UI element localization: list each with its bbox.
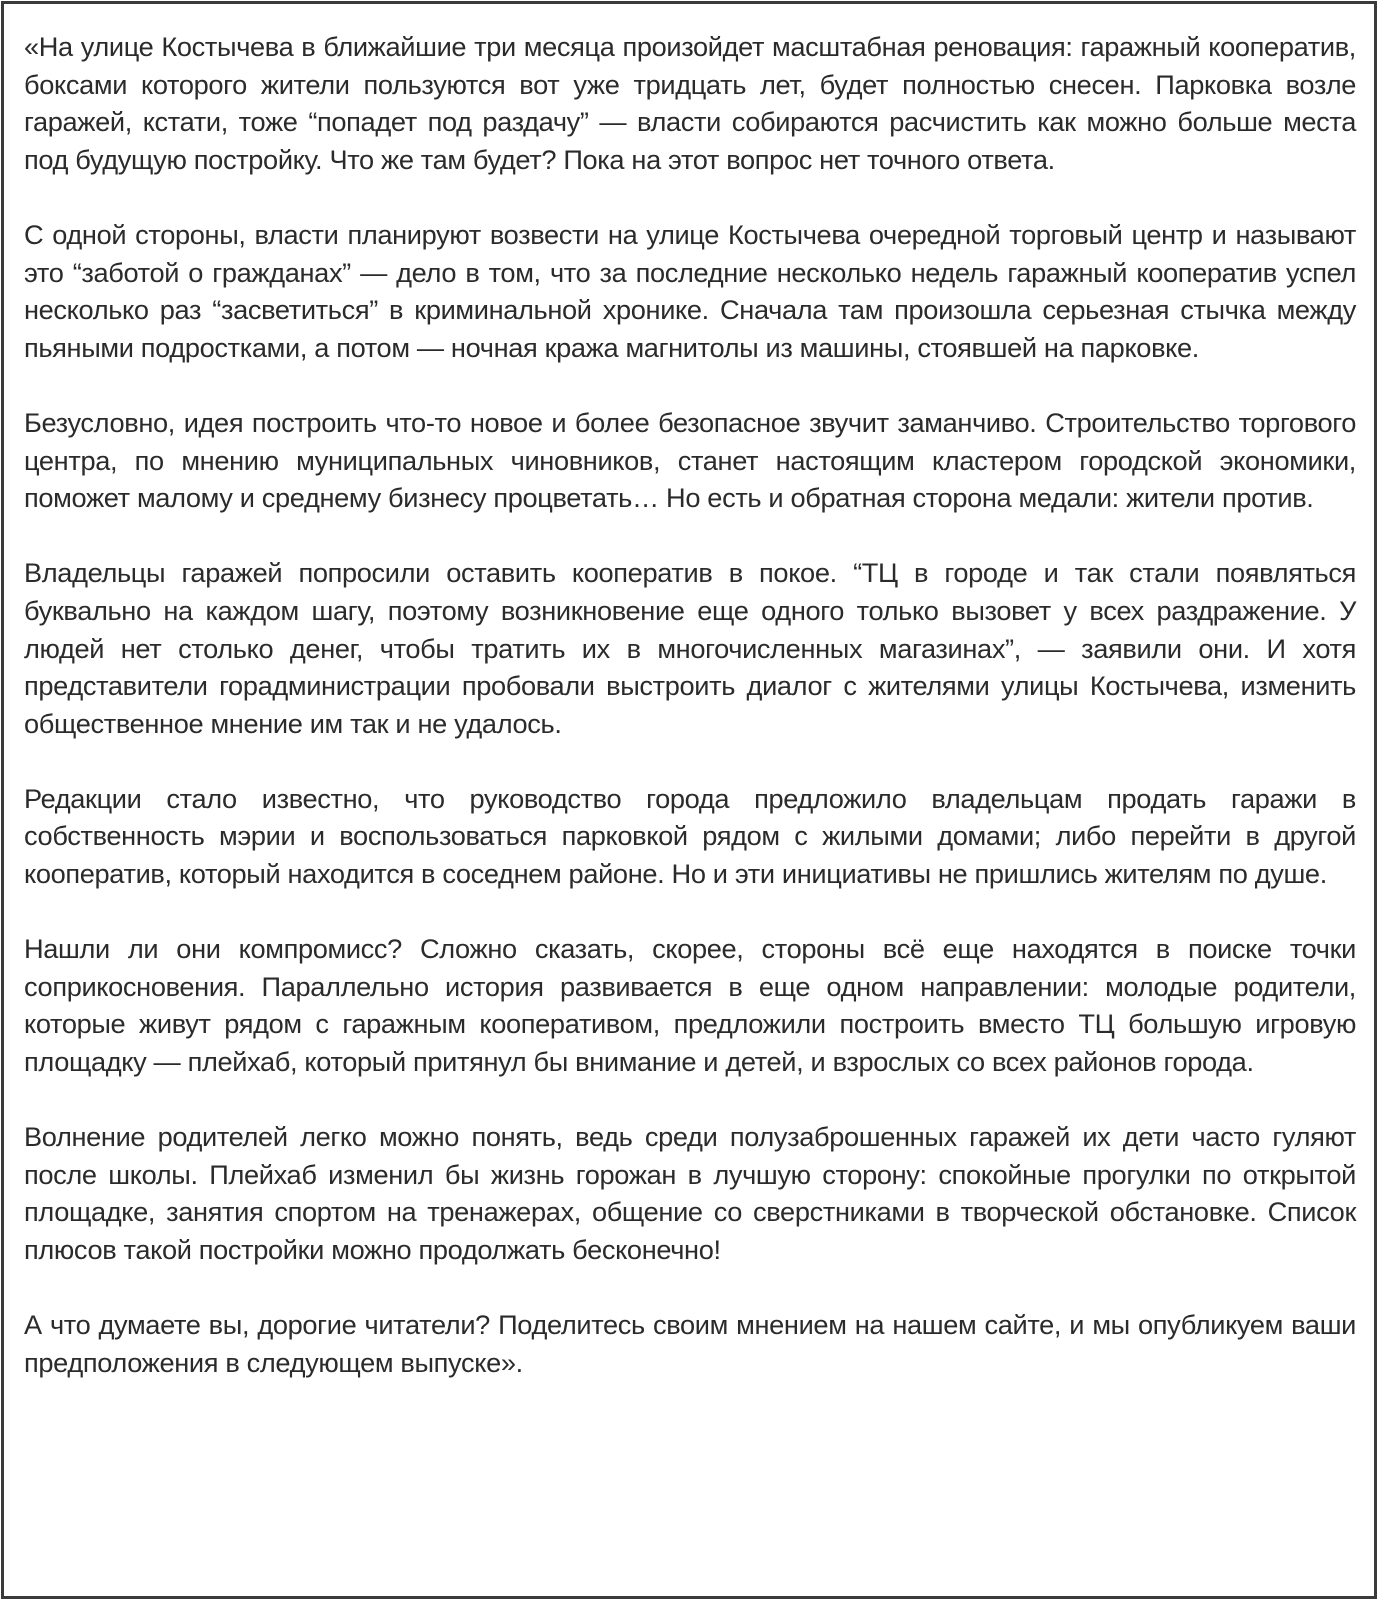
paragraph-reader-call-to-action: А что думаете вы, дорогие читатели? Поделитесь своим мнением на нашем сайте, и мы опубликуем ваши предположения в следующем выпуске».: [24, 1309, 1356, 1378]
article-frame: [1, 1, 1377, 1599]
paragraph-renovation-announcement: «На улице Костычева в ближайшие три месяца произойдет масштабная реновация: гаражный кооператив, боксами которого жители пользуются вот уже тридцать лет, будет полностью снесен. Парковка возле гаражей, кстати, тоже “попадет под раздачу” — власти собираются расчистить как можно больше места под будущую постройку. Что же там будет? Пока на этот вопрос нет точного ответа.: [24, 31, 1356, 175]
paragraph-city-proposal: Редакции стало известно, что руководство города предложило владельцам продать гаражи в собственность мэрии и воспользоваться парковкой рядом с жилыми домами; либо перейти в другой кооператив, который находится в соседнем районе. Но и эти инициативы не пришлись жителям по душе.: [24, 782, 1356, 890]
paragraph-parents-concern: Волнение родителей легко можно понять, ведь среди полузаброшенных гаражей их дети часто гуляют после школы. Плейхаб изменил бы жизнь горожан в лучшую сторону: спокойные прогулки по открытой площадке, занятия спортом на тренажерах, общение со сверстниками в творческой обстановке. Список плюсов такой постройки можно продолжать бесконечно!: [24, 1121, 1356, 1265]
article-body: [24, 28, 1356, 1381]
paragraph-playhub-proposal: Нашли ли они компромисс? Сложно сказать, скорее, стороны всё еще находятся в поиске точки соприкосновения. Параллельно история развивается в еще одном направлении: молодые родители, которые живут рядом с гаражным кооперативом, предложили построить вместо ТЦ большую игровую площадку — плейхаб, который притянул бы внимание и детей, и взрослых со всех районов города.: [24, 933, 1356, 1078]
paragraph-shopping-center-plan: С одной стороны, власти планируют возвести на улице Костычева очередной торговый центр и называют это “заботой о гражданах” — дело в том, что за последние несколько недель гаражный кооператив успел несколько раз “засветиться” в криминальной хронике. Сначала там произошла серьезная стычка между пьяными подростками, а потом — ночная кража магнитолы из машины, стоявшей на парковке.: [24, 218, 1356, 363]
paragraph-pros-and-cons: Безусловно, идея построить что-то новое и более безопасное звучит заманчиво. Строительство торгового центра, по мнению муниципальных чиновников, станет настоящим кластером городской экономики, поможет малому и среднему бизнесу процветать… Но есть и обратная сторона медали: жители против.: [24, 406, 1356, 514]
paragraph-garage-owners-opinion: Владельцы гаражей попросили оставить кооператив в покое. “ТЦ в городе и так стали появляться буквально на каждом шагу, поэтому возникновение еще одного только вызовет у всех раздражение. У людей нет столько денег, чтобы тратить их в многочисленных магазинах”, — заявили они. И хотя представители горадминистрации пробовали выстроить диалог с жителями улицы Костычева, изменить общественное мнение им так и не удалось.: [24, 557, 1356, 739]
